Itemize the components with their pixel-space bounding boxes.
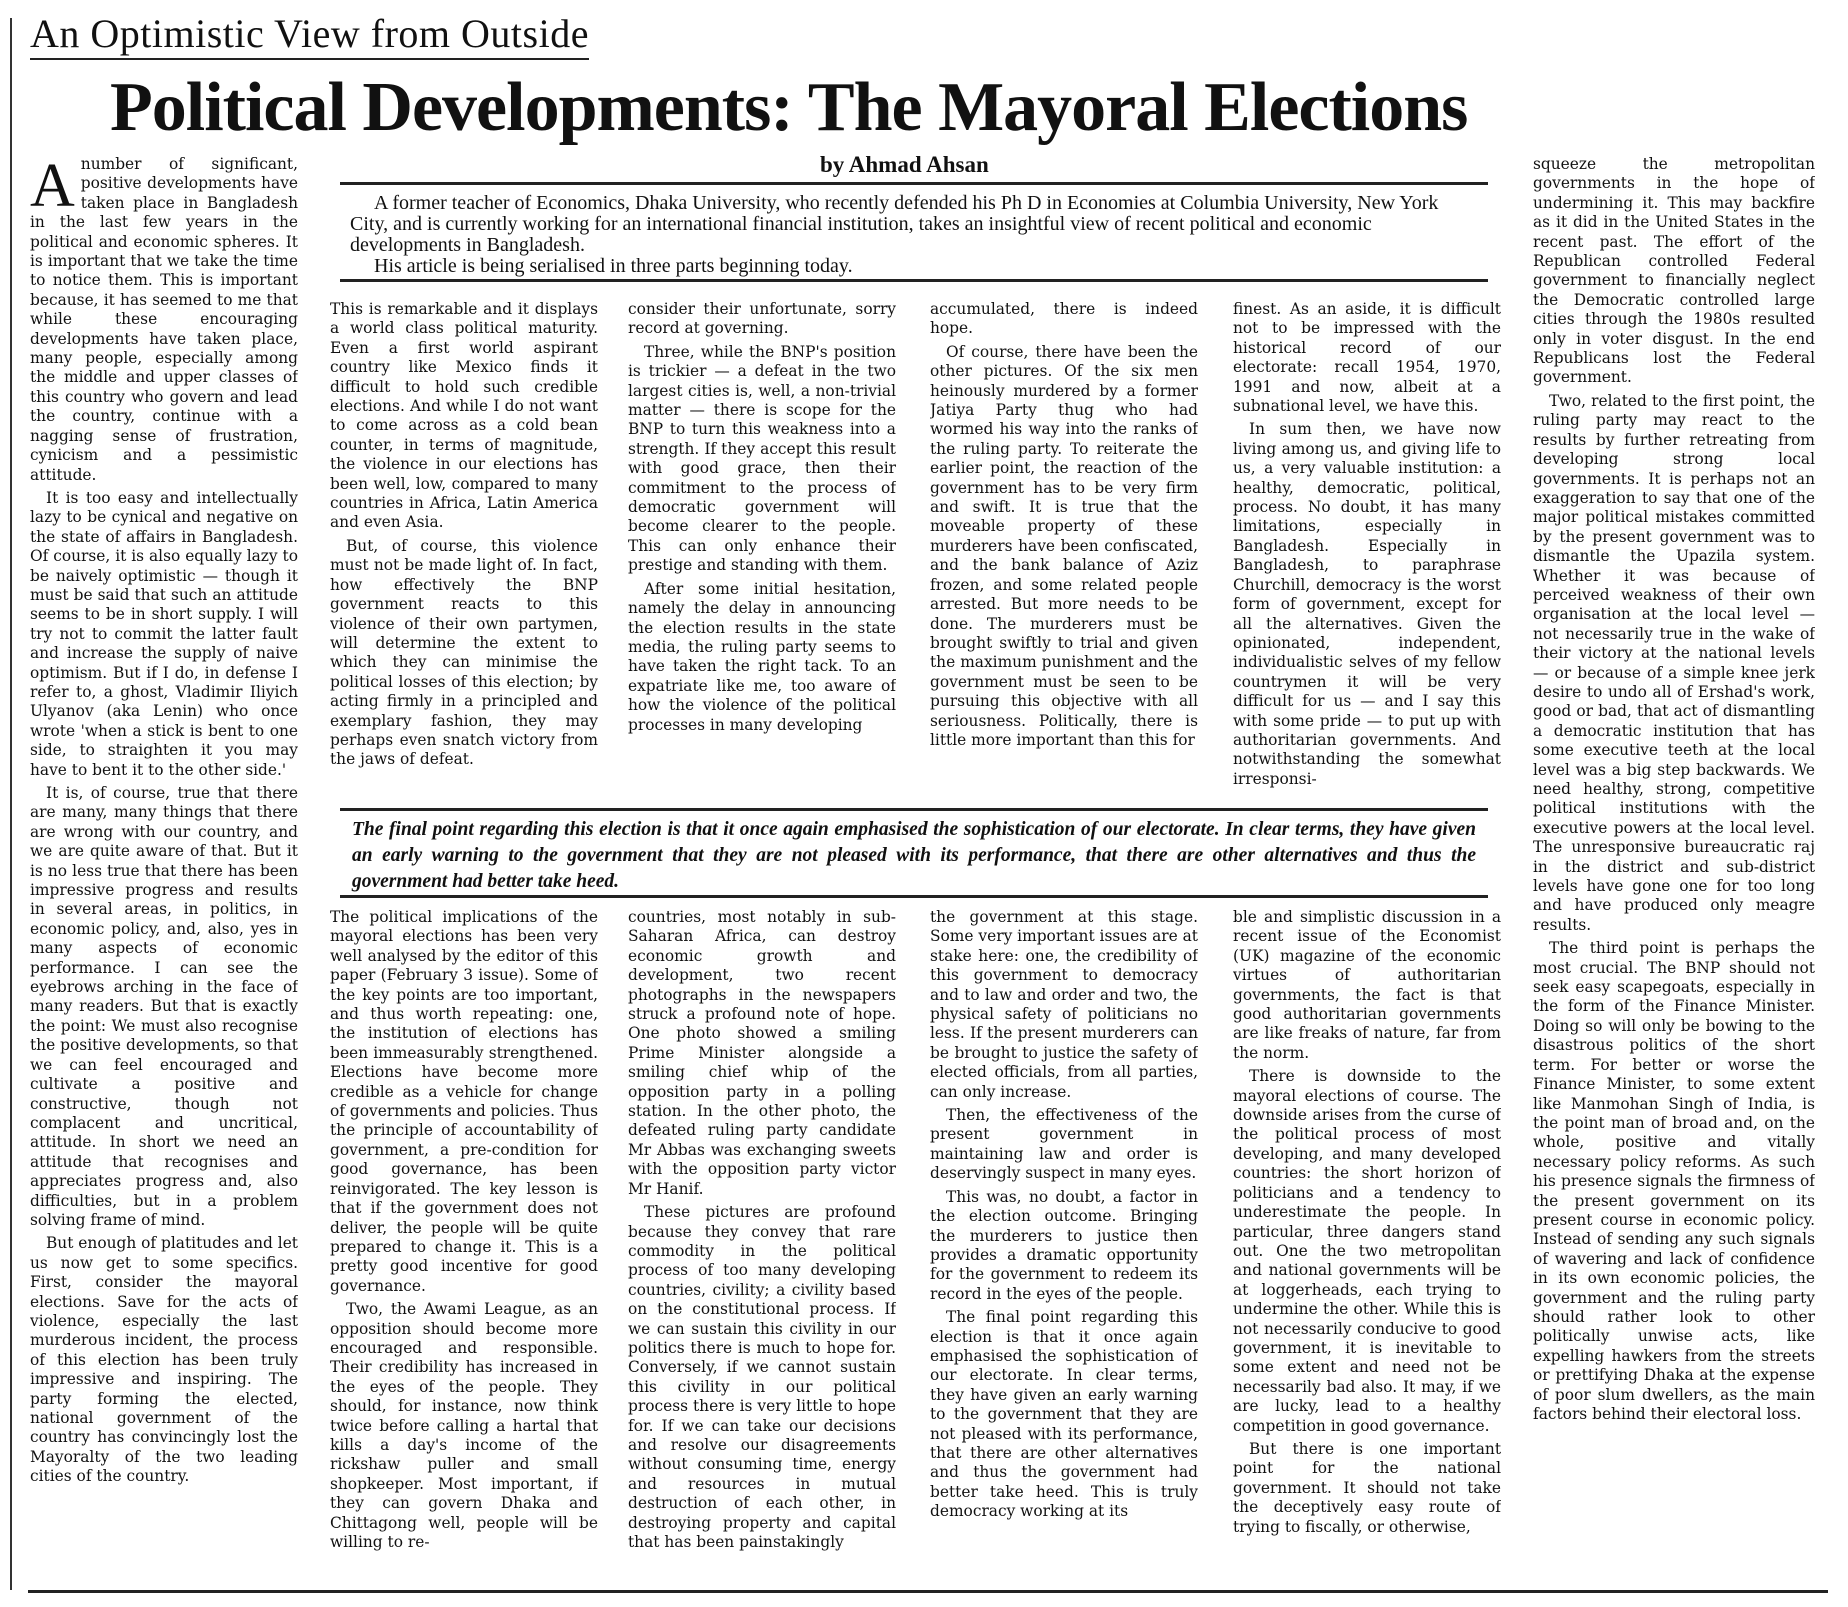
paragraph: the government at this stage. Some very important issues are at stake here: one, the credibility of this government to democracy and to law and order and two, the physical safety of politicians no less. If the present murderers can be brought to justice the safety of elected officials, from all parties, can only increase. (930, 908, 1198, 1101)
paragraph: The political implications of the mayoral elections has been very well analysed by the editor of this paper (February 3 issue). Some of the key points are too important, and thus worth repeating: one, the institution of elections has been immeasurably strengthened. Elections have become more credible as a vehicle for change of governments and policies. Thus the principle of accountability of government, a pre-condition for good governance, has been reinvigorated. The key lesson is that if the government does not deliver, the people will be quite prepared to change it. This is a pretty good incentive for good governance. (330, 908, 598, 1295)
paragraph: But, of course, this violence must not be made light of. In fact, how effectively the BNP government reacts to this violence of their own partymen, will determine the extent to which they can minimise the political losses of this election; by acting firmly in a principled and exemplary fashion, they may perhaps even snatch victory from the jaws of defeat. (330, 536, 598, 769)
intro-paragraph: His article is being serialised in three parts beginning today. (374, 255, 853, 277)
paragraph: countries, most notably in sub-Saharan Africa, can destroy economic growth and development, two recent photographs in the newspapers struck a profound note of hope. One photo showed a smiling Prime Minister alongside a smiling chief whip of the opposition party in a polling station. In the other photo, the defeated ruling party candidate Mr Abbas was exchanging sweets with the opposition party victor Mr Hanif. (628, 908, 896, 1198)
column-4-lower (930, 908, 1198, 1588)
paragraph: It is too easy and intellectually lazy to be cynical and negative on the state of affairs in Bangladesh. Of course, it is also equally lazy to be naively optimistic — though it must be said that such an attitude seems to be in short supply. I will try not to commit the latter fault and increase the supply of naive optimism. But if I do, in defense I refer to, a ghost, Vladimir Iliyich Ulyanov (aka Lenin) who once wrote 'when a stick is bent to one side, to straighten it you may have to bent it to the other side.' (30, 488, 298, 779)
paragraph: This is remarkable and it displays a world class political maturity. Even a first world aspirant country like Mexico finds it difficult to hold such credible elections. And while I do not want to come across as a cold bean counter, in terms of magnitude, the violence in our elections has been well, low, compared to many countries in Africa, Latin America and even Asia. (330, 300, 598, 532)
paragraph: Three, while the BNP's position is trickier — a defeat in the two largest cities is, well, a non-trivial matter — there is scope for the BNP to turn this weakness into a strength. If they accept this result with good grace, then their commitment to the process of democratic government will become clearer to the people. This can only enhance their prestige and standing with them. (628, 342, 896, 575)
column-5-upper (1233, 300, 1501, 794)
column-5-lower (1233, 908, 1501, 1588)
paragraph: finest. As an aside, it is difficult not to be impressed with the historical record of our electorate: recall 1954, 1970, 1991 and now, albeit at a subnational level, we have this. (1233, 300, 1501, 416)
drop-cap: A (30, 155, 75, 220)
paragraph: Two, related to the first point, the ruling party may react to the results by further retreating from developing strong local governments. It is perhaps not an exaggeration to say that one of the major political mistakes committed by the present government was to dismantle the Upazila system. Whether it was because of perceived weakness of their own organisation at the local level — not necessarily true in the wake of their victory at the national levels — or because of a simple knee jerk desire to undo all of Ershad's work, good or bad, that act of dismantling a democratic institution that has some executive teeth at the local level was a big step backwards. We need healthy, strong, competitive political institutions with the executive powers at the local level. The unresponsive bureaucratic raj in the district and sub-district levels have gone one for too long and have produced only meagre results. (1533, 391, 1815, 934)
intro-paragraph: A former teacher of Economics, Dhaka University, who recently defended his Ph D in Economies at Columbia University, New York City, and is currently working for an international financial institution, takes an insightful view of recent political and economic developments in Bangladesh. (350, 192, 1439, 256)
byline: by Ahmad Ahsan (820, 152, 989, 177)
column-3-upper (628, 300, 896, 794)
column-3-lower (628, 908, 896, 1588)
paragraph: It is, of course, true that there are many, many things that there are wrong with our country, and we are quite aware of that. But it is no less true that there has been impressive progress and results in several areas, in politics, in economic policy, and, also, yes in many aspects of economic performance. I can see the eyebrows arching in the face of many readers. But that is exactly the point: We must also recognise the positive developments, so that we can feel encouraged and cultivate a positive and constructive, though not complacent and uncritical, attitude. In short we need an attitude that recognises and appreciates progress and, also difficulties, but in a problem solving frame of mind. (30, 784, 298, 1229)
paragraph: squeeze the metropolitan governments in the hope of undermining it. This may backfire as it did in the United States in the recent past. The effort of the Republican controlled Federal government to financially neglect the Democratic controlled large cities through the 1980s resulted only in voter disgust. In the end Republicans lost the Federal government. (1533, 155, 1815, 387)
paragraph-text: number of significant, positive developments have taken place in Bangladesh in the last few years in the political and economic spheres. It is important that we take the time to notice them. This is important because, it has seemed to me that while these encouraging developments have taken place, many people, especially among the middle and upper classes of this country who govern and lead the country, continue with a nagging sense of frustration, cynicism and a pessimistic attitude. (30, 155, 298, 484)
headline: Political Developments: The Mayoral Elections (110, 69, 1468, 146)
paragraph: consider their unfortunate, sorry record at governing. (628, 300, 896, 338)
paragraph: But there is one important point for the national government. It should not take the deceptively easy route of trying to fiscally, or otherwise, (1233, 1439, 1501, 1536)
paragraph: But enough of platitudes and let us now get to some specifics. First, consider the mayoral elections. Save for the acts of violence, especially the last murderous incident, the process of this election has been truly impressive and inspiring. The party forming the elected, national government of the country has convincingly lost the Mayoralty of the two leading cities of the country. (30, 1234, 298, 1486)
paragraph: Then, the effectiveness of the present government in maintaining law and order is deservingly suspect in many eyes. (930, 1106, 1198, 1183)
paragraph: The third point is perhaps the most crucial. The BNP should not seek easy scapegoats, especially in the form of the Finance Minister. Doing so will only be bowing to the disastrous politics of the short term. For better or worse the Finance Minister, to some extent like Manmohan Singh of India, is the point man of broad and, on the whole, positive and vitally necessary policy reforms. As such his presence signals the firmness of the present government on its present course in economic policy. Instead of sending any such signals of wavering and lack of confidence in its own economic policies, the government and the ruling party should rather look to other politically unwise acts, like expelling hawkers from the streets or prettifying Dhaka at the expense of poor slum dwellers, as the main factors behind their electoral loss. (1533, 939, 1815, 1423)
paragraph: accumulated, there is indeed hope. (930, 300, 1198, 338)
paragraph: ble and simplistic discussion in a recent issue of the Economist (UK) magazine of the economic virtues of authoritarian governments, the fact is that good authoritarian governments are like freaks of nature, far from the norm. (1233, 908, 1501, 1062)
paragraph: This was, no doubt, a factor in the election outcome. Bringing the murderers to justice then provides a dramatic opportunity for the government to redeem its record in the eyes of the people. (930, 1187, 1198, 1303)
paragraph: Two, the Awami League, as an opposition should become more encouraged and responsible. Their credibility has increased in the eyes of the people. They should, for instance, now think twice before calling a hartal that kills a day's income of the rickshaw puller and small shopkeeper. Most important, if they can govern Dhaka and Chittagong well, people will be willing to re- (330, 1300, 598, 1551)
pull-quote: The final point regarding this election is that it once again emphasised the sophistication of our electorate. In clear terms, they have given an early warning to the government that they are not pleased with its performance, that there are other alternatives and thus the government had better take heed. (340, 808, 1488, 898)
column-2-upper (330, 300, 598, 794)
paragraph: Of course, there have been the other pictures. Of the six men heinously murdered by a former Jatiya Party thug who had wormed his way into the ranks of the ruling party. To reiterate the earlier point, the reaction of the government has to be very firm and swift. It is true that the moveable property of these murderers have been confiscated, and the bank balance of Aziz frozen, and some related people arrested. But more needs to be done. The murderers must be brought swiftly to trial and given the maximum punishment and the government must be seen to be pursuing this objective with all seriousness. Politically, there is little more important than this for (930, 342, 1198, 749)
column-6 (1533, 155, 1815, 1587)
column-2-lower (330, 908, 598, 1588)
intro-box (340, 182, 1488, 282)
column-1 (30, 155, 298, 1587)
paragraph (30, 155, 298, 485)
bottom-rule (28, 1590, 1828, 1593)
kicker: An Optimistic View from Outside (30, 12, 589, 60)
paragraph: In sum then, we have now living among us, and giving life to us, a very valuable institution: a healthy, democratic, political, process. No doubt, it has many limitations, especially in Bangladesh. Especially in Bangladesh, to paraphrase Churchill, democracy is the worst form of government, except for all the alternatives. Given the opinionated, independent, individualistic selves of my fellow countrymen it will be very difficult for us — and I say this with some pride — to put up with authoritarian governments. And notwithstanding the somewhat irresponsi- (1233, 420, 1501, 788)
column-4-upper (930, 300, 1198, 794)
paragraph: The final point regarding this election is that it once again emphasised the sophistication of our electorate. In clear terms, they have given an early warning to the government that they are not pleased with its performance, that there are other alternatives and thus the government had better take heed. This is truly democracy working at its (930, 1308, 1198, 1521)
paragraph: There is downside to the mayoral elections of course. The downside arises from the curse of the political process of most developing, and many developed countries: the short horizon of politicians and a tendency to underestimate the people. In particular, three dangers stand out. One the two metropolitan and national governments will be at loggerheads, each trying to undermine the other. While this is not necessarily conducive to good government, it is inevitable to some extent and need not be necessarily bad also. It may, if we are lucky, lead to a healthy competition in good governance. (1233, 1067, 1501, 1435)
left-margin-rule (10, 18, 12, 1590)
paragraph: After some initial hesitation, namely the delay in announcing the election results in the state media, the ruling party seems to have taken the right tack. To an expatriate like me, too aware of how the violence of the political processes in many developing (628, 579, 896, 734)
paragraph: These pictures are profound because they convey that rare commodity in the political process of too many developing countries, civility; a civility based on the constitutional process. If we can sustain this civility in our politics there is much to hope for. Conversely, if we cannot sustain this civility in our political process there is very little to hope for. If we can take our decisions and resolve our disagreements without consuming time, energy and resources in mutual destruction of each other, in destroying property and capital that has been painstakingly (628, 1203, 896, 1551)
